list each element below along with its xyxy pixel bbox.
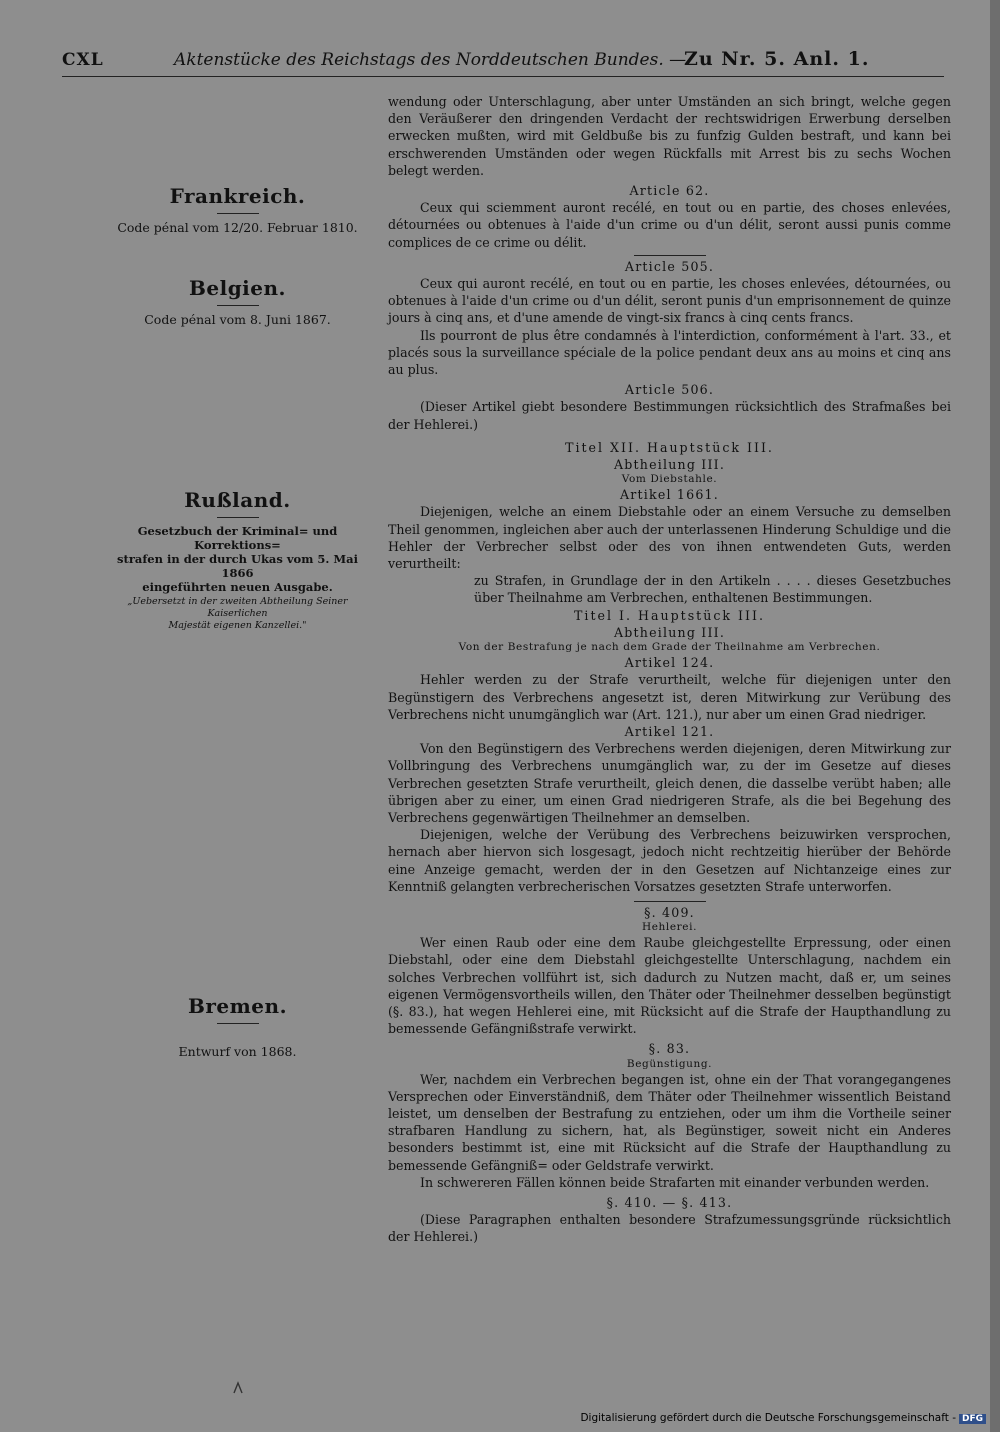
margin-russland: [100, 488, 375, 632]
article-text: Diejenigen, welche der Verübung des Verbrechens beizuwirken versprochen, hernach aber hiervon sich losgesagt, jedoch nicht rechtzeitig hierüber der Behörde eine Anzeige gemacht, werden der in den Gesetzen auf Nichtanzeige eines zur Kenntniß gelangten verbrecherischen Vorsatzes gesetzten Strafe unterworfen.: [388, 827, 951, 894]
heading-divider: [217, 1023, 259, 1024]
article-text: Ceux qui auront recélé, en tout ou en partie, les choses enlevées, détournées, ou obtenues à l'aide d'un crime ou d'un délit, seront punis d'un emprisonnement de quinze jours à cinq ans, et d'une amende de vingt-six francs à cinq cents francs.: [388, 276, 951, 326]
article-text: Ils pourront de plus être condamnés à l'interdiction, conformément à l'art. 33., et placés sous la surveillance spéciale de la police pendant deux ans au moins et cinq ans au plus.: [388, 327, 951, 378]
continued-paragraph: wendung oder Unterschlagung, aber unter Umständen an sich bringt, welche gegen den Veräußerer den dringenden Verdacht der rechtswidrigen Erwerbung derselben erwecken mußten, wird mit Geldbuße bis zu funfzig Gulden bestraft, und kann bei erschwerenden Umständen oder wegen Rückfalls mit Arrest bis zu sechs Wochen belegt werden.: [388, 94, 951, 178]
translation-note-line: „Uebersetzt in der zweiten Abtheilung Seiner Kaiserlichen: [127, 596, 348, 619]
paragraph-heading: §. 83.: [648, 1041, 691, 1057]
source-citation: Code pénal vom 8. Juni 1867.: [144, 312, 331, 327]
margin-bremen: [100, 994, 375, 1059]
division-heading: Abtheilung III.: [613, 624, 726, 640]
article-text: (Dieser Artikel giebt besondere Bestimmungen rücksichtlich des Strafmaßes bei der Hehlerei.): [388, 399, 951, 432]
section-rule: [634, 901, 706, 902]
document-reference: Zu Nr. 5. Anl. 1.: [684, 48, 870, 70]
country-heading: Belgien.: [188, 276, 287, 300]
paragraph-text: Wer, nachdem ein Verbrechen begangen ist, ohne ein der That vorangegangenes Versprechen oder Einverständniß, dem Thäter oder Theilnehmer wissentlich Beistand leistet, um denselben der Bestrafung zu entziehen, oder um ihm die Vortheile seiner strafbaren Handlung zu sichern, hat, als Begünstiger, soweit nicht ein Anderes besonders bestimmt ist, eine mit Rücksicht auf die Strafe der Haupthandlung zu bemessende Gefängniß= oder Geldstrafe verwirkt.: [388, 1071, 951, 1173]
header-rule: [62, 76, 944, 77]
footer-credit: Digitalisierung gefördert durch die Deutsche Forschungsgemeinschaft -: [580, 1412, 956, 1424]
page-number: CXL: [62, 50, 104, 70]
article-text: Von den Begünstigern des Verbrechens werden diejenigen, deren Mitwirkung zur Vollbringung des Verbrechens unumgänglich war, zu der im Gesetze auf dieses Verbrechen gesetzten Strafe verurtheilt, gleich denen, die dasselbe verübt haben; alle übrigen aber zu einer, um einen Grad niedrigeren Strafe, als die bei Begehung des Verbrechens gegenwärtigen Theilnehmer an demselben.: [388, 741, 951, 825]
source-citation-line: strafen in der durch Ukas vom 5. Mai 1866: [117, 552, 358, 580]
division-subheading: Vom Diebstahle.: [621, 473, 718, 486]
country-heading: Frankreich.: [169, 184, 306, 208]
paragraph-heading: §. 410. — §. 413.: [606, 1194, 733, 1210]
section-rule: [634, 255, 706, 256]
page-header: [62, 48, 942, 74]
article-text: Diejenigen, welche an einem Diebstahle oder an einem Versuche zu demselben Theil genommen, ingleichen aber auch der unterlassenen Hinderung Schuldige und die Hehler der Verbrecher selbst oder des von ihnen entwendeten Guts, werden verurtheilt:: [388, 504, 951, 572]
paragraph-text: (Diese Paragraphen enthalten besondere Strafzumessungsgründe rücksichtlich der Hehlerei.): [388, 1212, 951, 1245]
article-heading: Artikel 1661.: [620, 487, 719, 503]
heading-divider: [217, 517, 259, 518]
article-heading: Article 505.: [624, 258, 715, 274]
article-heading: Article 62.: [629, 183, 710, 199]
title-heading: Titel XII. Hauptstück III.: [565, 439, 774, 455]
paragraph-text: In schwereren Fällen können beide Strafarten mit einander verbunden werden.: [420, 1174, 930, 1190]
paragraph-heading: §. 409.: [644, 904, 695, 920]
source-citation: Entwurf von 1868.: [178, 1044, 297, 1059]
printer-mark-icon: [232, 1381, 244, 1395]
margin-frankreich: [100, 184, 375, 235]
digitization-footer: [580, 1412, 986, 1424]
dfg-logo: DFG: [959, 1414, 986, 1424]
country-heading: Rußland.: [184, 488, 291, 512]
article-heading: Artikel 124.: [624, 655, 715, 671]
source-citation-line: Gesetzbuch der Kriminal= und Korrektions=: [137, 524, 338, 552]
paragraph-subheading: Hehlerei.: [641, 921, 698, 934]
running-title: Aktenstücke des Reichstags des Norddeutschen Bundes. —: [174, 50, 687, 70]
division-subheading: Von der Bestrafung je nach dem Grade der Theilnahme am Verbrechen.: [458, 641, 881, 654]
scan-edge: [990, 0, 1000, 1432]
source-citation-line: eingeführten neuen Ausgabe.: [142, 580, 333, 594]
source-citation: Code pénal vom 12/20. Februar 1810.: [117, 220, 358, 235]
main-text-column: [388, 93, 951, 1246]
translation-note-line: Majestät eigenen Kanzellei.": [168, 620, 307, 631]
division-heading: Abtheilung III.: [613, 457, 726, 473]
title-heading: Titel I. Hauptstück III.: [574, 607, 765, 623]
article-text: Hehler werden zu der Strafe verurtheilt, welche für diejenigen unter den Begünstigern des Verbrechens angesetzt ist, deren Mitwirkung zur Verübung des Verbrechens nicht unumgänglich war (Art. 121.), nur aber um einen Grad niedriger.: [388, 672, 951, 722]
paragraph-subheading: Begünstigung.: [626, 1057, 713, 1070]
article-text-indented: zu Strafen, in Grundlage der in den Artikeln . . . . dieses Gesetzbuches über Theilnahme am Verbrechen, enthaltenen Bestimmungen.: [474, 573, 951, 606]
heading-divider: [217, 305, 259, 306]
heading-divider: [217, 213, 259, 214]
paragraph-text: Wer einen Raub oder eine dem Raube gleichgestellte Erpressung, oder einen Diebstahl, oder eine dem Diebstahl gleichgestellte Unterschlagung, nachdem ein solches Verbrechen vollführt ist, sich dadurch zu Nutzen macht, daß er, um seines eigenen Vermögensvortheils willen, den Thäter oder Theilnehmer desselben begünstigt (§. 83.), hat wegen Hehlerei eine, mit Rücksicht auf die Strafe der Haupthandlung zu bemessende Gefängnißstrafe verwirkt.: [388, 935, 951, 1037]
article-heading: Artikel 121.: [624, 723, 715, 739]
article-text: Ceux qui sciemment auront recélé, en tout ou en partie, des choses enlevées, détournées ou obtenues à l'aide d'un crime ou d'un délit, seront aussi punis comme complices de ce crime ou délit.: [388, 200, 951, 250]
article-heading: Article 506.: [624, 382, 715, 398]
margin-belgien: [100, 276, 375, 327]
country-heading: Bremen.: [187, 994, 288, 1018]
